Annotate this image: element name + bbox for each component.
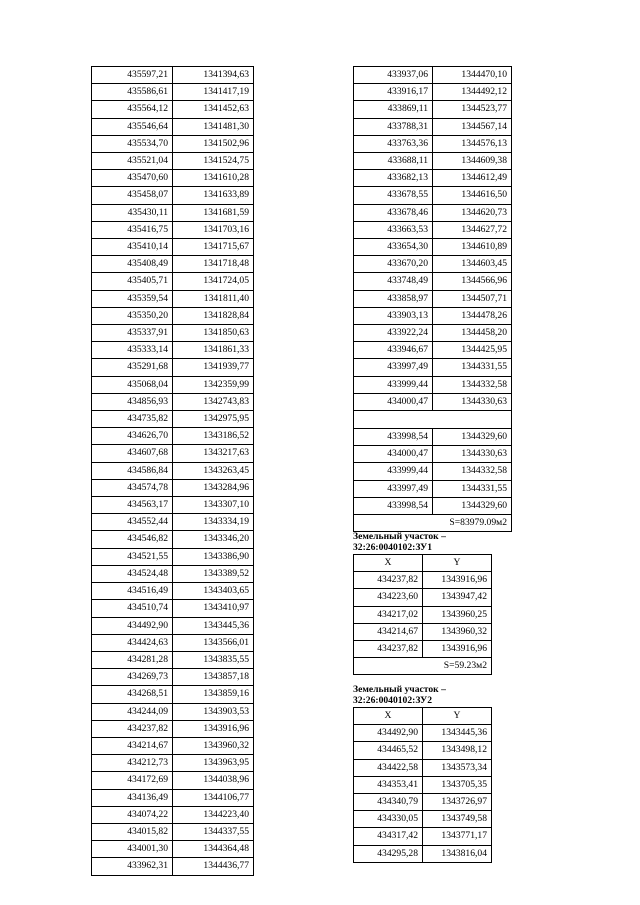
table-row [92,772,254,789]
table-header [354,708,492,725]
table-row [354,101,512,118]
coordinate-y: 1344331,55 [433,359,512,376]
coordinate-y: 1343386,90 [173,548,254,565]
plot-title-zu1 [353,531,446,553]
plot-title-line1: Земельный участок – [353,531,446,542]
coordinate-y: 1341633,89 [173,187,254,204]
coordinate-x: 434001,30 [92,841,173,858]
column-header-x: X [354,708,423,725]
coordinate-y: 1344337,55 [173,823,254,840]
coordinate-x: 435430,11 [92,204,173,221]
coordinate-y: 1344567,14 [433,118,512,135]
coordinate-x: 434237,82 [354,572,423,589]
coordinate-y: 1344620,73 [433,204,512,221]
table-row [92,290,254,307]
coordinate-y: 1341811,40 [173,290,254,307]
table-row [92,737,254,754]
coordinate-y: 1341502,96 [173,135,254,152]
coordinate-x: 435458,07 [92,187,173,204]
coordinate-x: 433997,49 [354,359,433,376]
coordinate-x: 433670,20 [354,256,433,273]
table-row [354,776,492,793]
coordinate-x: 434281,28 [92,651,173,668]
table-row [354,589,492,606]
table-row [92,273,254,290]
coordinates-table-zu1-body [354,572,492,658]
coordinate-y: 1343947,42 [423,589,492,606]
coordinate-x: 434563,17 [92,497,173,514]
coordinate-x: 434268,51 [92,686,173,703]
column-header-x: X [354,555,423,572]
coordinate-y: 1344425,95 [433,342,512,359]
table-row [92,841,254,858]
table-row [92,548,254,565]
table-row [354,342,512,359]
table-row [92,858,254,875]
coordinate-y: 1343307,10 [173,497,254,514]
table-row [92,514,254,531]
table-row [92,135,254,152]
coordinate-x: 435416,75 [92,221,173,238]
coordinate-y: 1344330,63 [433,446,512,463]
coordinate-x: 434510,74 [92,600,173,617]
coordinate-y: 1344332,58 [433,463,512,480]
table-blank-row [354,411,512,429]
table-row [354,170,512,187]
coordinate-y: 1344038,96 [173,772,254,789]
coordinate-y: 1343903,53 [173,703,254,720]
coordinate-y: 1343916,96 [423,572,492,589]
coordinates-table-left-body [92,67,254,876]
coordinate-x: 435521,04 [92,153,173,170]
coordinate-y: 1344458,20 [433,325,512,342]
coordinate-y: 1343573,34 [423,759,492,776]
table-row [354,429,512,446]
table-row [354,759,492,776]
coordinate-y: 1343410,97 [173,600,254,617]
table-row [92,67,254,84]
table-row [354,845,492,862]
coordinate-y: 1343749,58 [423,811,492,828]
coordinate-x: 433903,13 [354,307,433,324]
coordinate-x: 434074,22 [92,806,173,823]
coordinate-y: 1344436,77 [173,858,254,875]
coordinate-x: 433788,31 [354,118,433,135]
coordinate-x: 434214,67 [92,737,173,754]
coordinate-y: 1341828,84 [173,307,254,324]
table-row [92,634,254,651]
coordinate-y: 1343960,25 [423,606,492,623]
coordinate-y: 1342359,99 [173,376,254,393]
coordinate-y: 1343186,52 [173,428,254,445]
coordinates-table-zu1-footer [354,658,492,675]
coordinate-y: 1344364,48 [173,841,254,858]
table-row [92,118,254,135]
coordinate-y: 1344612,49 [433,170,512,187]
table-header-row [354,708,492,725]
coordinate-x: 434295,28 [354,845,423,862]
coordinate-x: 434521,55 [92,548,173,565]
coordinates-table-left [91,66,254,876]
coordinates-table-right-footer [354,515,512,532]
table-row [354,239,512,256]
coordinate-y: 1343916,96 [423,641,492,658]
coordinates-table-right-gap [354,411,512,429]
coordinate-y: 1341524,75 [173,153,254,170]
table-row [354,187,512,204]
coordinate-y: 1343816,04 [423,845,492,862]
coordinate-x: 435291,68 [92,359,173,376]
coordinate-x: 433962,31 [92,858,173,875]
coordinate-y: 1343403,65 [173,583,254,600]
coordinate-x: 435586,61 [92,84,173,101]
coordinates-table-zu1 [353,554,492,675]
coordinate-y: 1341861,33 [173,342,254,359]
table-row [92,411,254,428]
coordinate-x: 433869,11 [354,101,433,118]
coordinate-x: 434422,58 [354,759,423,776]
table-row [92,755,254,772]
coordinate-y: 1344332,58 [433,376,512,393]
coordinate-x: 434516,49 [92,583,173,600]
table-row [92,445,254,462]
coordinate-y: 1343960,32 [173,737,254,754]
column-header-y: Y [423,555,492,572]
area-value: S=83979.09м2 [354,515,512,532]
table-row [354,606,492,623]
table-row [354,828,492,845]
coordinates-table-right [353,66,512,532]
table-row [354,307,512,324]
coordinate-y: 1341939,77 [173,359,254,376]
coordinate-y: 1341850,63 [173,325,254,342]
table-row [354,497,512,514]
coordinate-y: 1344616,50 [433,187,512,204]
table-row [354,84,512,101]
coordinate-x: 435068,04 [92,376,173,393]
coordinate-x: 434212,73 [92,755,173,772]
table-row [92,256,254,273]
coordinate-x: 433998,54 [354,429,433,446]
table-row [92,221,254,238]
coordinate-y: 1344507,71 [433,290,512,307]
coordinate-x: 434353,41 [354,776,423,793]
coordinate-y: 1343334,19 [173,514,254,531]
coordinate-x: 435470,60 [92,170,173,187]
plot-title-line2: 32:26:0040102:ЗУ1 [353,542,433,553]
coordinate-y: 1343835,55 [173,651,254,668]
table-row [354,118,512,135]
coordinate-y: 1344106,77 [173,789,254,806]
table-row [92,393,254,410]
table-row [354,325,512,342]
coordinate-y: 1341610,28 [173,170,254,187]
coordinate-y: 1341681,59 [173,204,254,221]
coordinate-y: 1343263,45 [173,462,254,479]
coordinate-y: 1343498,12 [423,742,492,759]
coordinate-x: 434237,82 [354,641,423,658]
table-row [354,221,512,238]
coordinate-x: 434330,05 [354,811,423,828]
table-row [354,742,492,759]
coordinate-y: 1344329,60 [433,497,512,514]
table-row [354,794,492,811]
coordinate-y: 1344609,38 [433,153,512,170]
coordinate-y: 1341417,19 [173,84,254,101]
coordinate-y: 1344523,77 [433,101,512,118]
coordinate-x: 434524,48 [92,565,173,582]
table-row [92,600,254,617]
table-row [92,669,254,686]
table-row [92,187,254,204]
coordinate-y: 1343445,36 [423,725,492,742]
coordinate-y: 1341715,67 [173,239,254,256]
table-row [92,806,254,823]
coordinate-x: 435350,20 [92,307,173,324]
coordinate-y: 1342975,95 [173,411,254,428]
coordinate-y: 1344566,96 [433,273,512,290]
coordinate-x: 434607,68 [92,445,173,462]
coordinate-y: 1343859,16 [173,686,254,703]
coordinate-y: 1343916,96 [173,720,254,737]
coordinate-x: 433682,13 [354,170,433,187]
table-row [92,462,254,479]
table-row [92,565,254,582]
table-row [92,617,254,634]
table-row [92,101,254,118]
table-row [92,325,254,342]
coordinate-y: 1343284,96 [173,479,254,496]
table-row [92,789,254,806]
table-row [354,67,512,84]
table-row [92,651,254,668]
table-row [354,376,512,393]
coordinate-y: 1344223,40 [173,806,254,823]
coordinate-x: 433654,30 [354,239,433,256]
coordinates-table-zu2-body [354,725,492,863]
coordinate-y: 1344330,63 [433,393,512,410]
coordinate-x: 434424,63 [92,634,173,651]
coordinate-x: 433663,53 [354,221,433,238]
coordinate-x: 434269,73 [92,669,173,686]
table-row [92,239,254,256]
coordinate-x: 434856,93 [92,393,173,410]
table-row [92,376,254,393]
coordinate-x: 433688,11 [354,153,433,170]
coordinate-x: 435534,70 [92,135,173,152]
coordinate-x: 434546,82 [92,531,173,548]
plot-title-line1: Земельный участок – [353,684,446,695]
table-row [92,583,254,600]
coordinate-x: 434574,78 [92,479,173,496]
coordinate-y: 1343445,36 [173,617,254,634]
table-row [354,204,512,221]
coordinate-x: 434015,82 [92,823,173,840]
coordinate-x: 434340,79 [354,794,423,811]
coordinate-x: 433937,06 [354,67,433,84]
coordinate-x: 433916,17 [354,84,433,101]
coordinate-x: 433858,97 [354,290,433,307]
coordinate-x: 433922,24 [354,325,433,342]
coordinate-x: 435337,91 [92,325,173,342]
coordinate-y: 1343346,20 [173,531,254,548]
table-row [354,641,492,658]
table-row [354,393,512,410]
table-blank-cell [354,411,512,429]
coordinate-y: 1344329,60 [433,429,512,446]
table-row [354,811,492,828]
coordinate-y: 1341724,05 [173,273,254,290]
table-row [354,480,512,497]
coordinate-y: 1344478,26 [433,307,512,324]
table-row [92,204,254,221]
coordinate-x: 435359,54 [92,290,173,307]
coordinate-y: 1344331,55 [433,480,512,497]
table-row [354,359,512,376]
column-header-y: Y [423,708,492,725]
table-row [354,290,512,307]
coordinate-x: 433998,54 [354,497,433,514]
table-row [92,342,254,359]
area-row [354,658,492,675]
table-row [354,135,512,152]
table-row [92,703,254,720]
table-row [92,307,254,324]
coordinates-table-zu2 [353,707,492,863]
coordinate-x: 435408,49 [92,256,173,273]
coordinate-y: 1343389,52 [173,565,254,582]
coordinate-x: 433999,44 [354,463,433,480]
coordinate-x: 435564,12 [92,101,173,118]
coordinate-y: 1344492,12 [433,84,512,101]
coordinate-x: 434237,82 [92,720,173,737]
coordinate-x: 434244,09 [92,703,173,720]
table-row [92,359,254,376]
coordinate-y: 1343217,63 [173,445,254,462]
table-row [92,479,254,496]
area-value: S=59.23м2 [354,658,492,675]
coordinate-x: 433763,36 [354,135,433,152]
table-row [92,428,254,445]
table-row [92,497,254,514]
coordinate-y: 1344627,72 [433,221,512,238]
coordinate-y: 1341481,30 [173,118,254,135]
table-row [354,572,492,589]
coordinate-y: 1343963,95 [173,755,254,772]
coordinate-x: 435410,14 [92,239,173,256]
table-row [92,531,254,548]
table-row [354,153,512,170]
table-row [354,623,492,640]
coordinate-x: 434626,70 [92,428,173,445]
coordinate-y: 1341703,16 [173,221,254,238]
table-row [92,153,254,170]
coordinate-x: 434465,52 [354,742,423,759]
coordinate-x: 435333,14 [92,342,173,359]
table-header-row [354,555,492,572]
table-row [92,170,254,187]
coordinate-x: 433946,67 [354,342,433,359]
coordinate-x: 434223,60 [354,589,423,606]
coordinate-x: 434214,67 [354,623,423,640]
table-row [92,823,254,840]
coordinate-y: 1343566,01 [173,634,254,651]
coordinate-x: 433748,49 [354,273,433,290]
coordinate-x: 434735,82 [92,411,173,428]
table-row [354,273,512,290]
coordinate-y: 1344576,13 [433,135,512,152]
coordinate-y: 1341394,63 [173,67,254,84]
plot-title-zu2 [353,684,446,706]
area-row [354,515,512,532]
table-row [354,446,512,463]
coordinate-x: 435405,71 [92,273,173,290]
coordinate-x: 434172,69 [92,772,173,789]
coordinate-y: 1344603,45 [433,256,512,273]
coordinate-y: 1343857,18 [173,669,254,686]
coordinate-y: 1343726,97 [423,794,492,811]
coordinates-table-right-body-1 [354,67,512,411]
coordinate-y: 1343960,32 [423,623,492,640]
coordinate-x: 434217,02 [354,606,423,623]
table-row [354,725,492,742]
table-row [354,256,512,273]
table-row [92,720,254,737]
coordinate-y: 1344610,89 [433,239,512,256]
table-row [354,463,512,480]
coordinate-x: 434136,49 [92,789,173,806]
coordinate-x: 434000,47 [354,446,433,463]
coordinate-x: 433678,55 [354,187,433,204]
coordinate-y: 1343705,35 [423,776,492,793]
coordinate-x: 433997,49 [354,480,433,497]
coordinates-table-right-body-2 [354,429,512,515]
coordinate-x: 434317,42 [354,828,423,845]
coordinate-x: 434586,84 [92,462,173,479]
coordinate-x: 435597,21 [92,67,173,84]
coordinate-x: 434000,47 [354,393,433,410]
coordinate-x: 433999,44 [354,376,433,393]
table-row [92,84,254,101]
coordinate-y: 1341718,48 [173,256,254,273]
table-row [92,686,254,703]
coordinate-x: 435546,64 [92,118,173,135]
coordinate-y: 1344470,10 [433,67,512,84]
coordinate-x: 434492,90 [354,725,423,742]
coordinate-y: 1343771,17 [423,828,492,845]
coordinate-x: 433678,46 [354,204,433,221]
coordinate-x: 434492,90 [92,617,173,634]
table-header [354,555,492,572]
coordinate-y: 1342743,83 [173,393,254,410]
coordinate-y: 1341452,63 [173,101,254,118]
plot-title-line2: 32:26:0040102:ЗУ2 [353,695,433,706]
coordinate-x: 434552,44 [92,514,173,531]
